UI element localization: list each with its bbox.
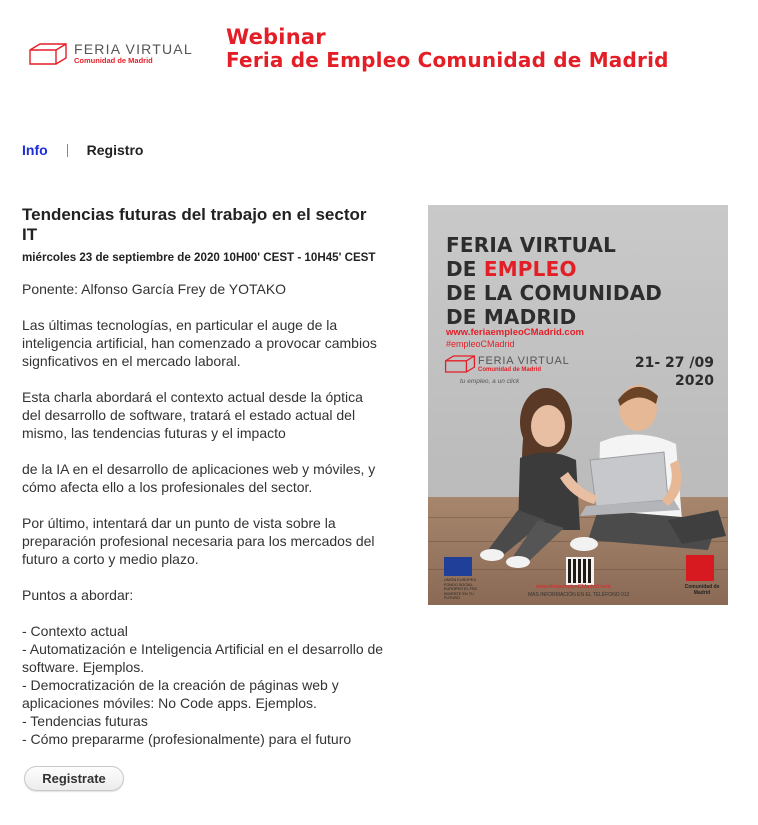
- poster-eu-text: UNIÓN EUROPEA FONDO SOCIAL EUROPEO EL FSE INVIERTE EN TU FUTURO: [444, 578, 477, 600]
- register-button[interactable]: Registrate: [24, 766, 124, 791]
- text-line: cómo afecta ello a los profesionales del sector.: [22, 479, 313, 495]
- text-line: Por último, intentará dar un punto de vista sobre la: [22, 515, 336, 531]
- text-line: de la IA en el desarrollo de aplicaciones web y móviles, y: [22, 461, 376, 477]
- list-item: software. Ejemplos.: [22, 659, 145, 675]
- list-item: - Democratización de la creación de páginas web y: [22, 677, 339, 693]
- text-line: mismo, las tendencias futuras y el impacto: [22, 425, 286, 441]
- event-poster-image: [428, 205, 728, 605]
- poster-cm-text: Comunidad de Madrid: [684, 584, 720, 596]
- event-title-line1: Tendencias futuras del trabajo en el sector: [22, 205, 367, 224]
- text-line: futuro a corto y medio plazo.: [22, 551, 199, 567]
- poster-logo-title: FERIA VIRTUAL: [478, 355, 570, 367]
- comunidad-madrid-flag-icon: [686, 555, 714, 581]
- points-list: [22, 622, 390, 748]
- text-line: Las últimas tecnologías, en particular el auge de la: [22, 317, 338, 333]
- tab-registro[interactable]: Registro: [86, 142, 144, 158]
- qr-code-icon: [566, 557, 594, 585]
- description-paragraph-4: [22, 514, 390, 568]
- tab-separator: [67, 144, 68, 157]
- poster-hashtag: #empleoCMadrid: [446, 339, 515, 349]
- poster-footer-url: www.feriaempleoCMadrid.com: [536, 584, 611, 590]
- text-line: Puntos a abordar:: [22, 587, 134, 603]
- page-title: [226, 26, 669, 72]
- text-line: preparación profesional necesaria para los mercados del: [22, 533, 375, 549]
- event-title: [22, 205, 390, 245]
- text-line: inteligencia artificial, han comenzado a provocar cambios: [22, 335, 377, 351]
- list-item: - Cómo prepararme (profesionalmente) para el futuro: [22, 731, 352, 747]
- event-speaker: Ponente: Alfonso García Frey de YOTAKO: [22, 281, 287, 297]
- points-heading: [22, 586, 390, 604]
- event-details: [22, 205, 390, 748]
- tab-info[interactable]: Info: [22, 142, 48, 158]
- poster-line2-highlight: EMPLEO: [483, 257, 577, 281]
- poster-year: 2020: [675, 373, 714, 389]
- logo-title: FERIA VIRTUAL: [74, 41, 193, 57]
- text-line: del desarrollo de software, tratará el estado actual del: [22, 407, 356, 423]
- list-item: - Tendencias futuras: [22, 713, 148, 729]
- poster-line3: DE LA COMUNIDAD: [446, 281, 663, 305]
- description-paragraph-2: [22, 388, 390, 442]
- text-line: signficativos en el mercado laboral.: [22, 353, 241, 369]
- poster-dates: 21- 27 /09: [634, 355, 714, 371]
- page-title-line2: Feria de Empleo Comunidad de Madrid: [226, 48, 669, 72]
- poster-logo-subtitle: Comunidad de Madrid: [478, 367, 541, 373]
- event-title-line2: IT: [22, 225, 38, 244]
- poster-line2-prefix: DE: [446, 257, 484, 281]
- poster-logo: [444, 354, 570, 385]
- tab-bar: [22, 142, 143, 158]
- text-line: Esta charla abordará el contexto actual desde la óptica: [22, 389, 363, 405]
- poster-line1: FERIA VIRTUAL: [446, 233, 617, 257]
- list-item: - Contexto actual: [22, 623, 128, 639]
- description-paragraph-3: [22, 460, 390, 496]
- logo-subtitle: Comunidad de Madrid: [74, 56, 153, 65]
- eu-flag-icon: [444, 557, 472, 576]
- poster-line4: DE MADRID: [446, 305, 577, 329]
- poster-url: www.feriaempleoCMadrid.com: [446, 327, 584, 338]
- poster-logo-box-icon: [444, 354, 476, 374]
- page-title-line1: Webinar: [226, 25, 326, 49]
- poster-tagline: tu empleo, a un click: [460, 378, 520, 385]
- feria-virtual-logo: [28, 40, 198, 70]
- list-item: - Automatización e Inteligencia Artificial en el desarrollo de: [22, 641, 384, 657]
- poster-line2: [446, 257, 577, 281]
- logo-box-icon: [28, 42, 68, 66]
- description-paragraph-1: [22, 316, 390, 370]
- couple-with-laptop-illustration: [468, 360, 728, 570]
- event-date: miércoles 23 de septiembre de 2020 10H00' CEST - 10H45' CEST: [22, 251, 376, 264]
- poster-footer-info: MÁS INFORMACIÓN EN EL TELÉFONO 012: [528, 592, 630, 598]
- list-item: aplicaciones móviles: No Code apps. Ejemplos.: [22, 695, 317, 711]
